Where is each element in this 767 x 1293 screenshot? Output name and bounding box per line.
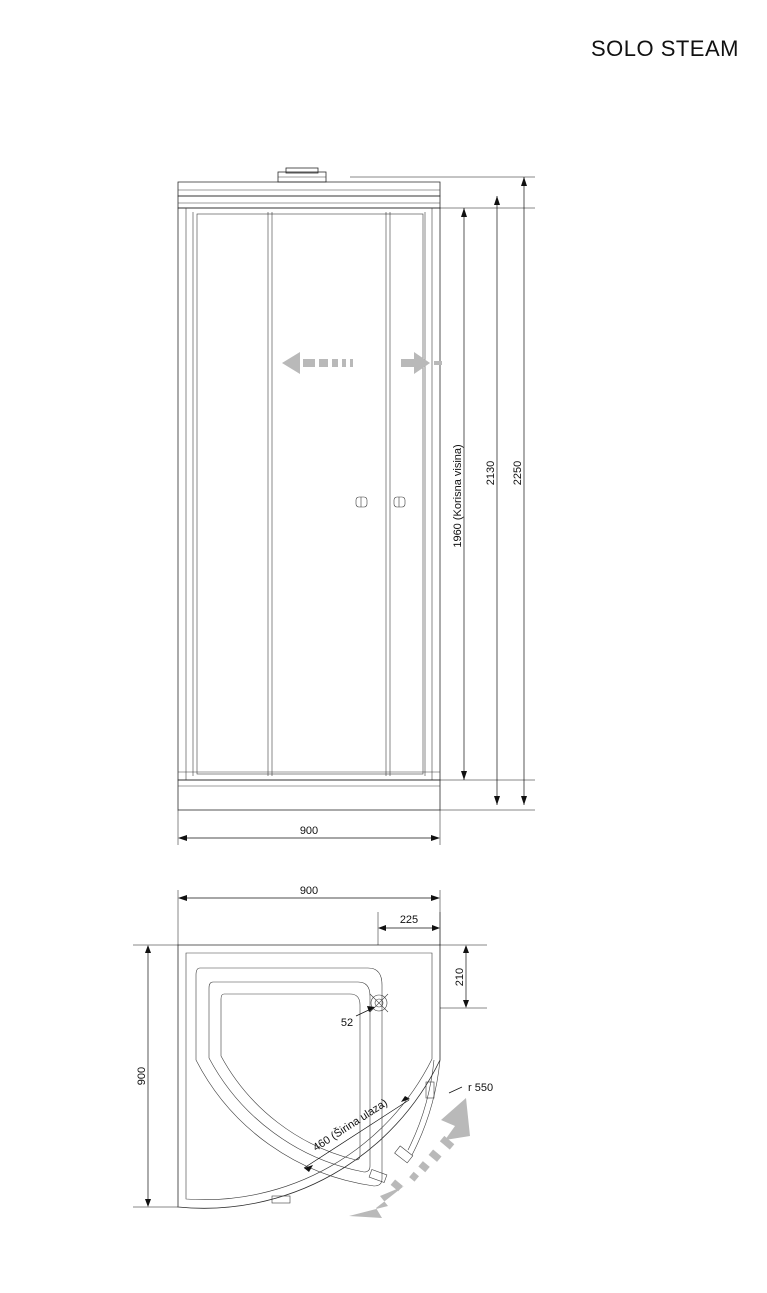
dim-label-r550: r 550 [468, 1082, 494, 1094]
door-slide-arrow-left [282, 352, 353, 374]
dim-front-width-900 [178, 810, 440, 845]
dim-label-1960: 1960 (Korisna visina) [452, 444, 464, 548]
dim-label-depth-900: 900 [136, 1066, 148, 1086]
dim-label-52: 52 [340, 1017, 354, 1029]
cabin-body [178, 208, 440, 780]
top-rail [178, 196, 440, 208]
door-stop [369, 1170, 387, 1183]
page-title: SOLO STEAM [590, 36, 739, 61]
handle-left [356, 497, 367, 507]
dim-label-460: 460 (Širina ulaza) [310, 1096, 390, 1154]
glass-panels [197, 214, 423, 774]
dim-label-2250: 2250 [512, 460, 524, 486]
dim-plan-depth-900 [133, 945, 178, 1207]
dim-label-plan-900: 900 [299, 885, 319, 897]
basin-inner [209, 982, 370, 1172]
door-slide-arrow-right [401, 352, 442, 374]
dim-entry-width-460 [304, 1096, 410, 1172]
dim-label-225: 225 [399, 914, 419, 926]
dim-label-2130: 2130 [485, 460, 497, 486]
plan-view-group [133, 885, 493, 1218]
door-roller-top [426, 1082, 434, 1098]
base-tray [178, 780, 440, 810]
basin-outer [196, 968, 382, 1186]
dim-label-front-900: 900 [299, 825, 319, 837]
dim-height-2250 [512, 177, 527, 805]
door-roller-bottom [395, 1146, 413, 1163]
dim-height-2130 [485, 196, 500, 805]
dim-radius-550 [449, 1082, 493, 1094]
dim-useful-height-1960 [452, 208, 467, 780]
dim-label-210: 210 [454, 967, 466, 987]
tray-inner-wall [186, 953, 432, 1200]
dim-offset-225 [378, 912, 440, 945]
dim-offset-210 [440, 945, 487, 1008]
handle-right [394, 497, 405, 507]
door-panel-curve-1 [412, 1060, 440, 1155]
front-elevation-group [178, 168, 535, 845]
roof-slab [178, 182, 440, 196]
drain-symbol [370, 994, 388, 1012]
